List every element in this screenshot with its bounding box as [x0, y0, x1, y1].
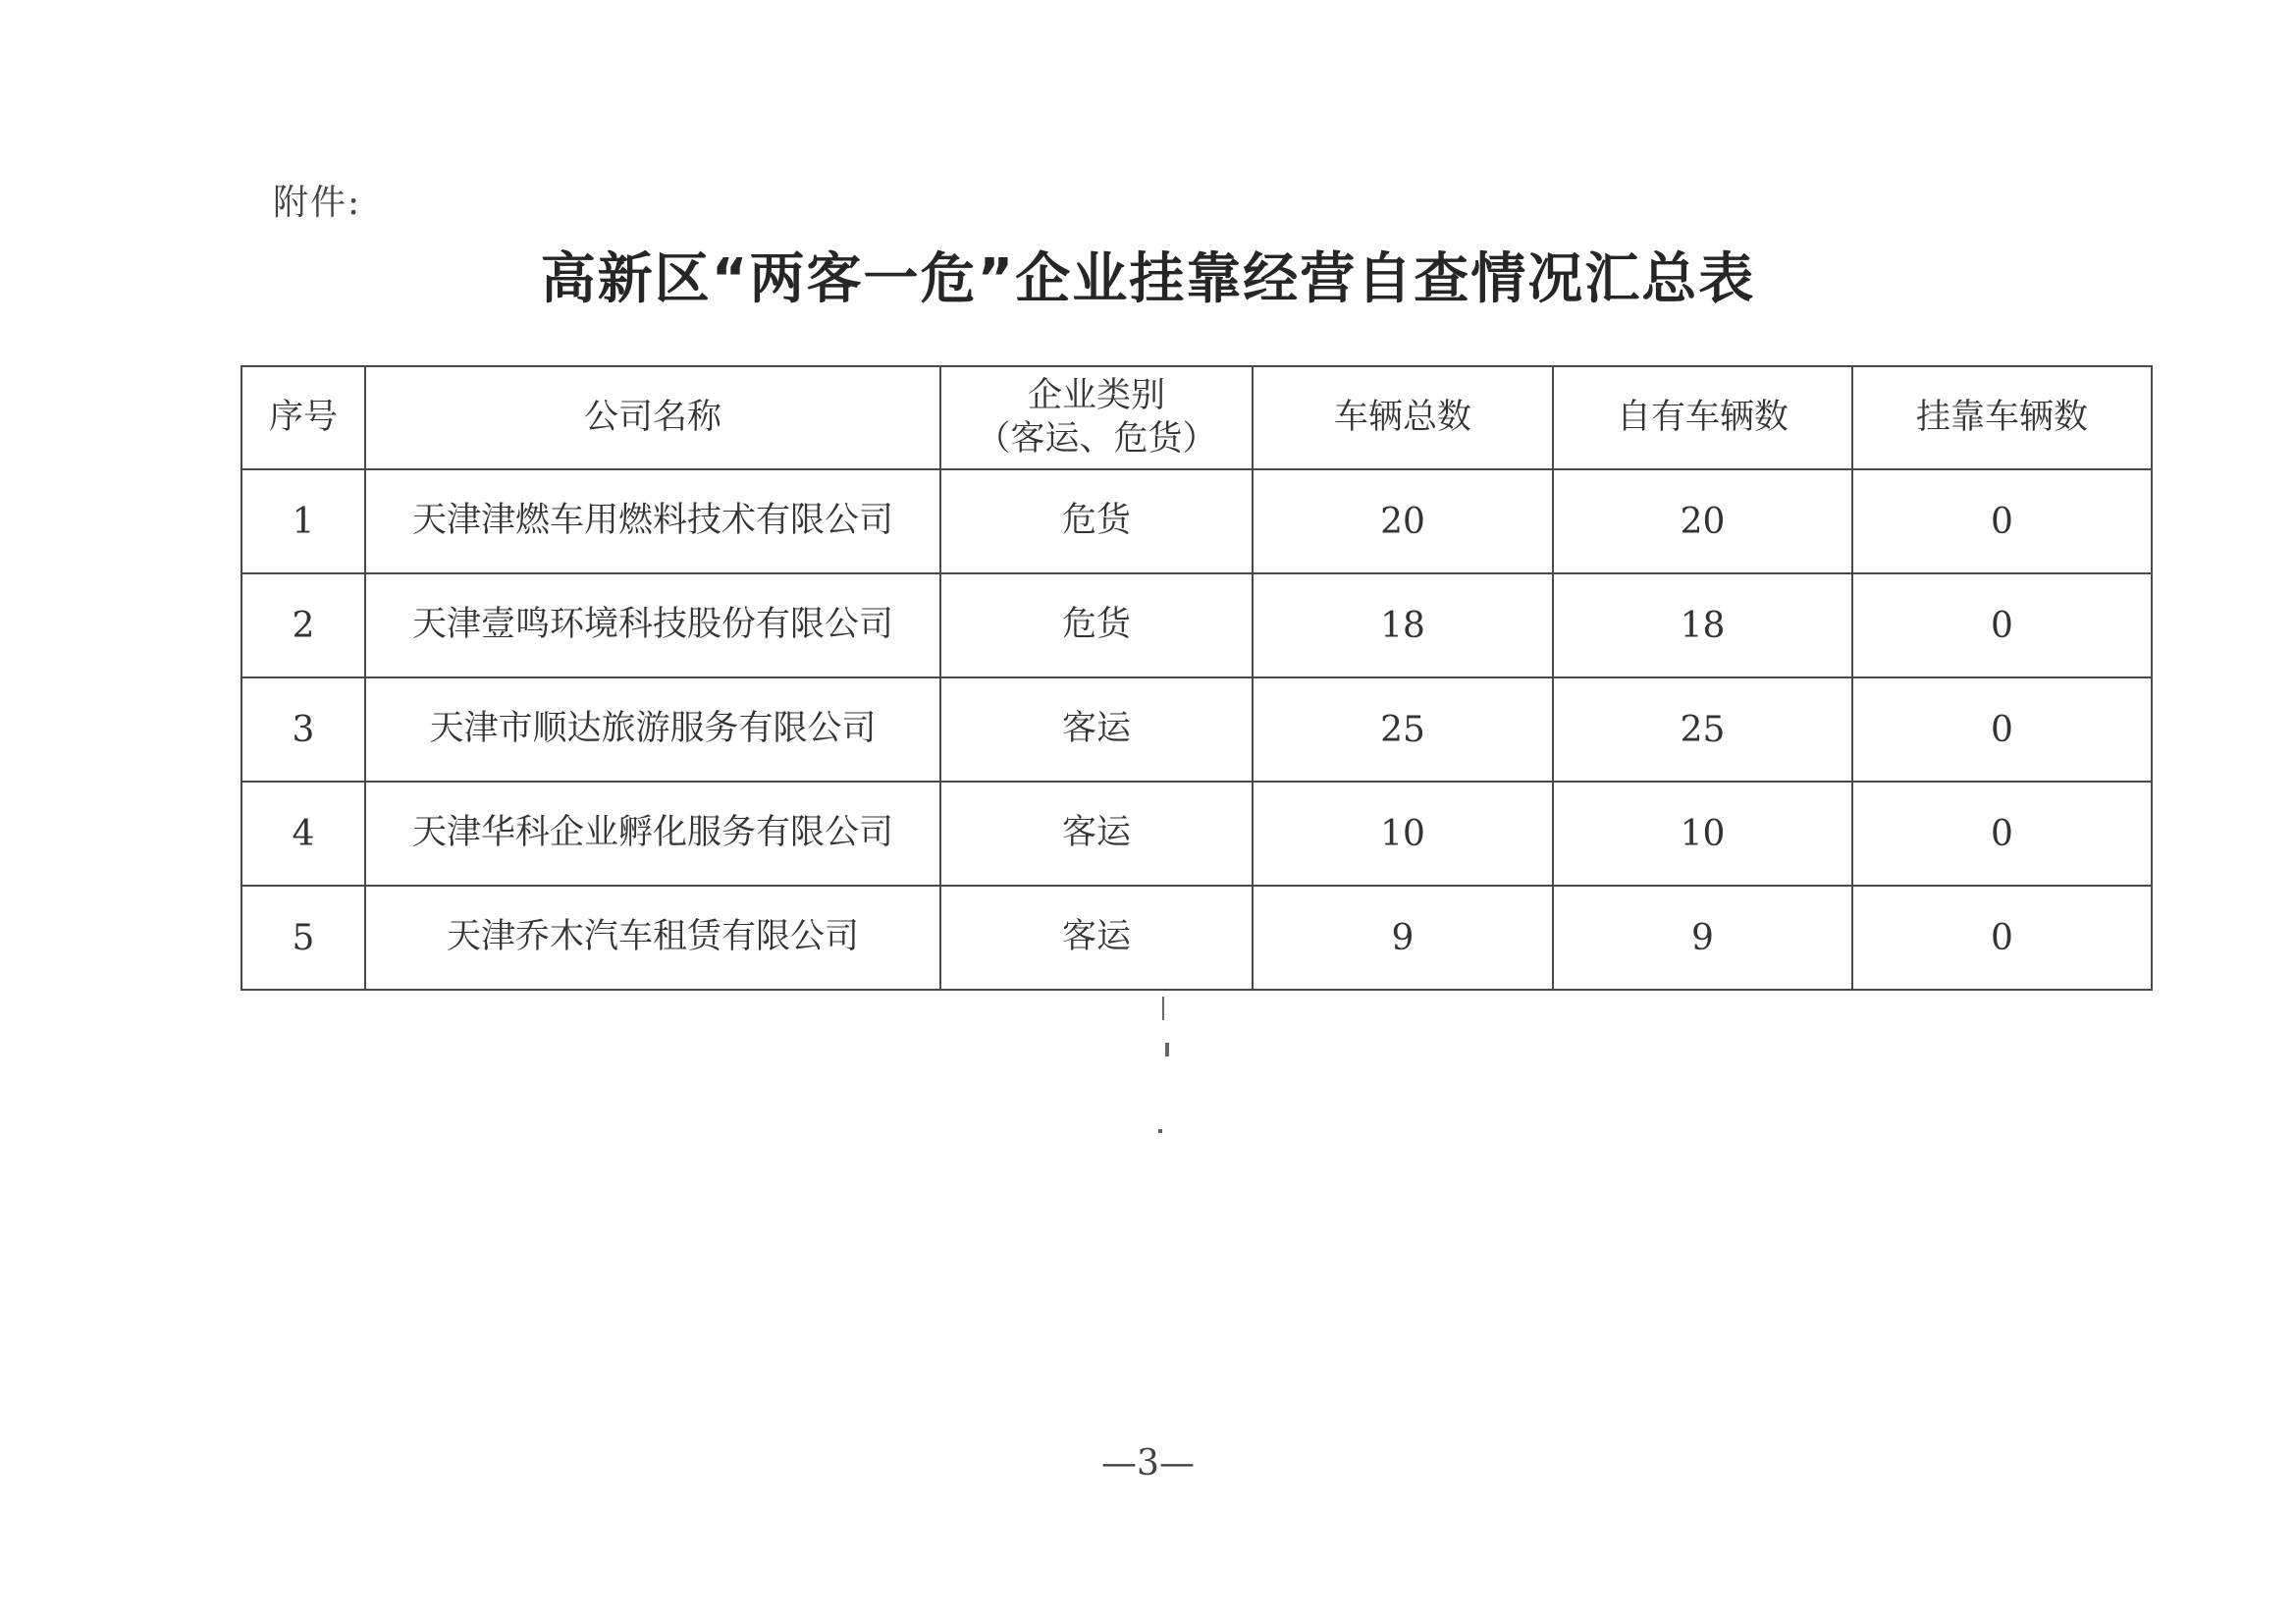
cell-company-name: 天津市顺达旅游服务有限公司 [365, 677, 940, 782]
table-row [241, 469, 2152, 573]
cell-own-vehicles: 25 [1553, 677, 1852, 782]
cell-index: 1 [241, 469, 365, 573]
cell-own-vehicles: 9 [1553, 886, 1852, 990]
header-category-line1: 企业类别 [1027, 375, 1165, 415]
header-own-vehicles: 自有车辆数 [1553, 366, 1852, 469]
document-title: 高新区“两客一危”企业挂靠经营自查情况汇总表 [540, 247, 1756, 311]
header-company-name: 公司名称 [365, 366, 940, 469]
cell-category: 客运 [940, 886, 1253, 990]
table-row [241, 782, 2152, 886]
table-row [241, 886, 2152, 990]
cell-company-name: 天津乔木汽车租赁有限公司 [365, 886, 940, 990]
header-category-line2: （客运、危货） [976, 418, 1217, 459]
header-index: 序号 [241, 366, 365, 469]
scan-speck [1165, 1043, 1169, 1056]
cell-affiliated-vehicles: 0 [1852, 886, 2152, 990]
cell-index: 3 [241, 677, 365, 782]
cell-affiliated-vehicles: 0 [1852, 782, 2152, 886]
cell-affiliated-vehicles: 0 [1852, 573, 2152, 677]
page-number: —3— [1101, 1443, 1195, 1484]
header-affiliated-vehicles: 挂靠车辆数 [1852, 366, 2152, 469]
cell-index: 5 [241, 886, 365, 990]
table-header-row [241, 366, 2152, 469]
cell-index: 4 [241, 782, 365, 886]
cell-own-vehicles: 20 [1553, 469, 1852, 573]
cell-total-vehicles: 20 [1253, 469, 1553, 573]
cell-total-vehicles: 9 [1253, 886, 1553, 990]
cell-category: 客运 [940, 677, 1253, 782]
header-total-vehicles: 车辆总数 [1253, 366, 1553, 469]
cell-company-name: 天津津燃车用燃料技术有限公司 [365, 469, 940, 573]
cell-category: 客运 [940, 782, 1253, 886]
cell-company-name: 天津壹鸣环境科技股份有限公司 [365, 573, 940, 677]
cell-own-vehicles: 10 [1553, 782, 1852, 886]
summary-table [240, 365, 2153, 991]
cell-affiliated-vehicles: 0 [1852, 469, 2152, 573]
cell-own-vehicles: 18 [1553, 573, 1852, 677]
scan-speck [1158, 1129, 1162, 1133]
cell-index: 2 [241, 573, 365, 677]
cell-affiliated-vehicles: 0 [1852, 677, 2152, 782]
header-category [940, 366, 1253, 469]
attachment-label: 附件: [273, 183, 362, 223]
scan-speck [1162, 997, 1164, 1020]
cell-total-vehicles: 18 [1253, 573, 1553, 677]
cell-category: 危货 [940, 573, 1253, 677]
table-row [241, 573, 2152, 677]
cell-company-name: 天津华科企业孵化服务有限公司 [365, 782, 940, 886]
cell-total-vehicles: 10 [1253, 782, 1553, 886]
cell-total-vehicles: 25 [1253, 677, 1553, 782]
table-row [241, 677, 2152, 782]
cell-category: 危货 [940, 469, 1253, 573]
